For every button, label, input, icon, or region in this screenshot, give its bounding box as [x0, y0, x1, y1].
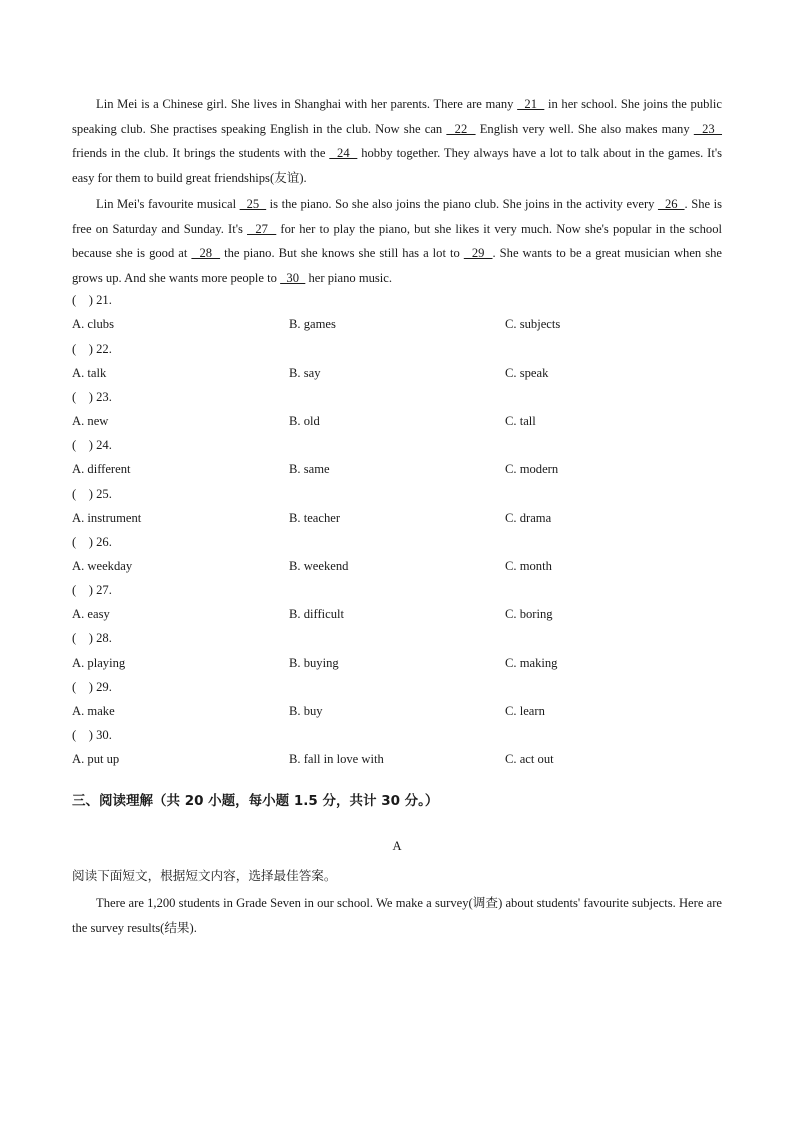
reading-intro-paragraph [72, 891, 722, 940]
question-22-number[interactable]: ( ) 22. [72, 342, 112, 356]
question-22-option-c[interactable]: C. speak [505, 366, 549, 380]
p1-text-5: hobby together. They always have a lot to talk about in the games. It's easy for them to build great friendships(友谊). [72, 146, 722, 185]
blank-29: 29 [463, 246, 493, 260]
p2-text-5: the piano. But she knows she still has a lot to [220, 246, 464, 260]
blank-24: 24 [329, 146, 358, 160]
question-26-number[interactable]: ( ) 26. [72, 535, 112, 549]
question-25-option-b[interactable]: B. teacher [289, 511, 341, 525]
question-27-option-c[interactable]: C. boring [505, 607, 553, 621]
question-23-option-c[interactable]: C. tall [505, 414, 536, 428]
question-28-number[interactable]: ( ) 28. [72, 631, 112, 645]
p2-text-3: . She is free on Saturday and Sunday. It's [72, 197, 722, 236]
question-30-option-c[interactable]: C. act out [505, 752, 554, 766]
p2-text-4: for her to play the piano, but she likes it very much. Now she's popular in the school because she is good at [72, 221, 722, 260]
question-21-option-b[interactable]: B. games [289, 317, 336, 331]
question-21-option-a[interactable]: A. clubs [72, 317, 114, 331]
p2-text-2: is the piano. So she also joins the piano club. She joins in the activity every [266, 197, 658, 211]
question-24-option-b[interactable]: B. same [289, 462, 330, 476]
question-30-option-a[interactable]: A. put up [72, 752, 120, 766]
question-24-option-a[interactable]: A. different [72, 462, 131, 476]
question-29-option-b[interactable]: B. buy [289, 704, 323, 718]
question-28-option-c[interactable]: C. making [505, 656, 558, 670]
blank-22: 22 [446, 121, 476, 136]
part-label: A [392, 839, 402, 853]
blank-27: 27 [247, 221, 277, 236]
blank-30: 30 [280, 270, 306, 285]
reading-instruction: 阅读下面短文，根据短文内容，选择最佳答案。 [72, 868, 337, 883]
question-23-number[interactable]: ( ) 23. [72, 390, 112, 404]
p1-text-2: in her school. She joins the public speaking club. She practises speaking English in the club. Now she can [72, 97, 723, 136]
question-22-option-b[interactable]: B. say [289, 366, 321, 380]
question-21-number[interactable]: ( ) 21. [72, 293, 112, 307]
p2-text-6: . She wants to be a great musician when she grows up. And she wants more people to [72, 246, 723, 285]
question-25-option-a[interactable]: A. instrument [72, 511, 142, 525]
blank-25: 25 [239, 197, 267, 211]
question-27-option-a[interactable]: A. easy [72, 607, 110, 621]
p1-text-3: English very well. She also makes many [475, 121, 694, 136]
reading-intro-text: There are 1,200 students in Grade Seven in our school. We make a survey(调查) about students' favourite subjects. Here are the survey results(结果). [72, 896, 722, 935]
blank-21: 21 [517, 97, 545, 111]
p1-text-4: friends in the club. It brings the students with the [72, 146, 330, 160]
blank-28: 28 [191, 246, 221, 260]
blank-26: 26 [657, 197, 685, 211]
question-28-option-b[interactable]: B. buying [289, 656, 339, 670]
question-28-option-a[interactable]: A. playing [72, 656, 126, 670]
question-26-option-b[interactable]: B. weekend [289, 559, 349, 573]
question-29-number[interactable]: ( ) 29. [72, 680, 112, 694]
question-23-option-b[interactable]: B. old [289, 414, 320, 428]
blank-23: 23 [693, 121, 723, 136]
question-22-option-a[interactable]: A. talk [72, 366, 107, 380]
question-26-option-c[interactable]: C. month [505, 559, 552, 573]
question-30-option-b[interactable]: B. fall in love with [289, 752, 384, 766]
p1-text-1: Lin Mei is a Chinese girl. She lives in Shanghai with her parents. There are many [96, 97, 518, 111]
question-23-option-a[interactable]: A. new [72, 414, 109, 428]
question-25-number[interactable]: ( ) 25. [72, 487, 112, 501]
cloze-paragraph-2 [72, 192, 722, 290]
p2-text-1: Lin Mei's favourite musical [96, 197, 240, 211]
question-27-number[interactable]: ( ) 27. [72, 583, 112, 597]
question-29-option-c[interactable]: C. learn [505, 704, 545, 718]
question-25-option-c[interactable]: C. drama [505, 511, 552, 525]
question-21-option-c[interactable]: C. subjects [505, 317, 561, 331]
section-heading: 三、阅读理解（共 20 小题，每小题 1.5 分，共计 30 分。） [72, 793, 439, 809]
cloze-paragraph-1 [72, 92, 722, 190]
question-29-option-a[interactable]: A. make [72, 704, 115, 718]
p2-text-7: her piano music. [305, 270, 393, 285]
question-24-number[interactable]: ( ) 24. [72, 438, 112, 452]
question-30-number[interactable]: ( ) 30. [72, 728, 112, 742]
question-27-option-b[interactable]: B. difficult [289, 607, 345, 621]
question-26-option-a[interactable]: A. weekday [72, 559, 133, 573]
question-24-option-c[interactable]: C. modern [505, 462, 559, 476]
